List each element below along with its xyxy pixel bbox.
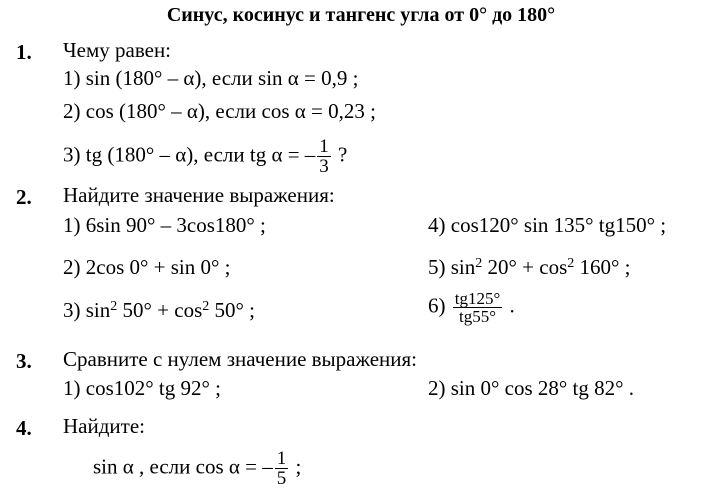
item-expression: 2cos 0° + sin 0° ; — [85, 255, 231, 279]
fraction-numerator: 1 — [276, 448, 287, 469]
item-number: 1) — [63, 66, 81, 90]
fraction — [275, 449, 289, 488]
item-expression: sin 0° cos 28° tg 82° . — [450, 376, 635, 400]
page-title: Синус, косинус и тангенс угла от 0° до 180° — [166, 4, 556, 26]
item — [93, 449, 301, 488]
item-expression-end: . — [504, 293, 515, 318]
fraction-numerator: tg125° — [454, 289, 501, 308]
problem-number: 3. — [16, 349, 32, 373]
item — [428, 290, 515, 325]
item-expression: cos102° tg 92° ; — [85, 376, 221, 400]
item — [63, 215, 266, 236]
item-expression: sin α , если cos α = – — [93, 454, 273, 479]
fraction — [453, 290, 503, 325]
item-number: 2) — [63, 99, 81, 123]
fraction — [317, 137, 331, 176]
fraction-denominator: tg55° — [453, 307, 503, 325]
problem-heading: Сравните с нулем значение выражения: — [63, 347, 418, 371]
item-expression-end: ; — [290, 454, 302, 479]
item-expression: 6sin 90° – 3cos180° ; — [85, 213, 266, 237]
item-number: 2) — [428, 376, 446, 400]
item — [63, 378, 221, 399]
item — [63, 257, 230, 278]
item-expression: cos (180° – α), если cos α = 0,23 ; — [85, 99, 376, 123]
item — [63, 137, 347, 176]
item — [63, 101, 376, 122]
item-expression: tg (180° – α), если tg α = – — [85, 142, 316, 167]
item-expression: cos120° sin 135° tg150° ; — [450, 213, 667, 237]
problem-number: 4. — [16, 416, 32, 440]
problem-number: 1. — [16, 40, 32, 64]
item-number: 3) — [63, 142, 81, 167]
item-number: 5) — [428, 255, 446, 279]
item-expression: sin (180° – α), если sin α = 0,9 ; — [85, 66, 359, 90]
item-number: 6) — [428, 293, 446, 318]
fraction-denominator: 3 — [319, 156, 329, 177]
item-expression-end: ? — [332, 142, 348, 167]
item — [428, 215, 666, 236]
item — [428, 378, 634, 399]
problem-heading: Найдите значение выражения: — [63, 183, 335, 207]
item-expression: $\sin^2 50^\circ + \cos^2 50^\circ$ ; — [85, 298, 255, 322]
item-expression: $\sin^2 20^\circ + \cos^2 160^\circ$ ; — [450, 255, 631, 279]
item — [63, 300, 255, 321]
item-number: 4) — [428, 213, 446, 237]
problem-number: 2. — [16, 185, 32, 209]
problem-heading: Найдите: — [63, 414, 145, 438]
fraction-numerator: 1 — [319, 136, 329, 157]
problem-heading: Чему равен: — [63, 38, 172, 62]
item — [63, 68, 358, 89]
item-number: 3) — [63, 298, 81, 322]
item — [428, 257, 630, 278]
item-number: 1) — [63, 213, 81, 237]
item-number: 1) — [63, 376, 81, 400]
fraction-denominator: 5 — [276, 468, 287, 489]
item-number: 2) — [63, 255, 81, 279]
